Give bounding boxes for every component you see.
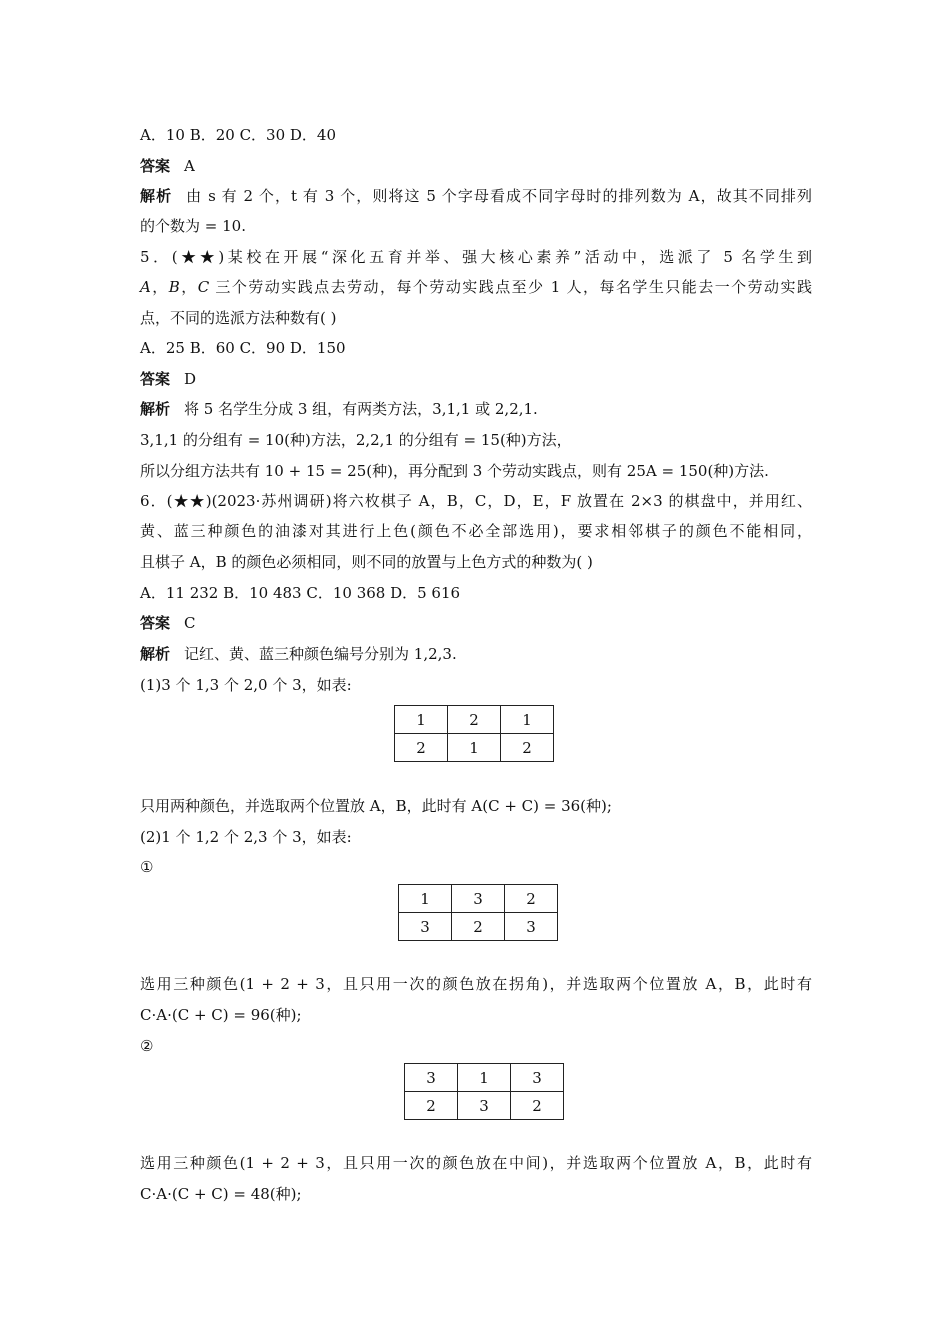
table-cell: 3 bbox=[399, 913, 452, 941]
table-cell: 2 bbox=[501, 734, 554, 762]
subcase-2-text-line-1: 选用三种颜色(1 + 2 + 3，且只用一次的颜色放在中间)，并选取两个位置放 A，B，此时有 bbox=[140, 1154, 812, 1172]
analysis-text: 记红、黄、蓝三种颜色编号分别为 1,2,3. bbox=[184, 645, 457, 663]
table-row bbox=[395, 734, 554, 762]
table-cell: 1 bbox=[395, 706, 448, 734]
q5-analysis-line-1 bbox=[140, 398, 812, 420]
q4-analysis-line-2: 的个数为 = 10. bbox=[140, 217, 246, 235]
q5-stem-line-2 bbox=[140, 276, 812, 298]
subcase-1-text-line-1: 选用三种颜色(1 + 2 + 3，且只用一次的颜色放在拐角)，并选取两个位置放 A，B，此时有 bbox=[140, 975, 812, 993]
case-1-title: (1)3 个 1,3 个 2,0 个 3，如表: bbox=[140, 676, 352, 694]
table-cell: 1 bbox=[501, 706, 554, 734]
q6-stem-line-3: 且棋子 A，B 的颜色必须相同，则不同的放置与上色方式的种数为( ) bbox=[140, 553, 593, 571]
subcase-2-text-line-2: C·A·(C + C) = 48(种); bbox=[140, 1185, 302, 1203]
q5-options: A．25 B．60 C．90 D．150 bbox=[140, 339, 346, 357]
analysis-label: 解析 bbox=[140, 187, 173, 205]
table-cell: 2 bbox=[405, 1092, 458, 1120]
subcase-marker-1: ① bbox=[140, 858, 154, 876]
case-2-title: (2)1 个 1,2 个 2,3 个 3，如表: bbox=[140, 828, 352, 846]
table-cell: 2 bbox=[511, 1092, 564, 1120]
table-cell: 2 bbox=[505, 885, 558, 913]
analysis-text: 将 5 名学生分成 3 组，有两类方法，3,1,1 或 2,2,1. bbox=[184, 400, 538, 418]
subcase-1-text-line-2: C·A·(C + C) = 96(种); bbox=[140, 1006, 302, 1024]
table-row bbox=[399, 885, 558, 913]
color-table-3 bbox=[404, 1063, 564, 1120]
q5-stem-line-3: 点，不同的选派方法种数有( ) bbox=[140, 309, 337, 327]
separator: ， bbox=[179, 278, 198, 296]
q4-answer-line bbox=[140, 155, 812, 177]
table-row bbox=[395, 706, 554, 734]
point-a: A bbox=[140, 278, 151, 296]
q4-analysis-line-1 bbox=[140, 185, 812, 207]
answer-label: 答案 bbox=[140, 370, 171, 388]
answer-value: A bbox=[184, 157, 195, 175]
table-row bbox=[405, 1092, 564, 1120]
q4-options: A．10 B．20 C．30 D．40 bbox=[140, 126, 337, 144]
q6-options: A．11 232 B．10 483 C．10 368 D．5 616 bbox=[140, 584, 461, 602]
table-cell: 3 bbox=[511, 1064, 564, 1092]
stem-text: 三个劳动实践点去劳动，每个劳动实践点至少 1 人，每名学生只能去一个劳动实践 bbox=[209, 278, 812, 296]
color-table-1 bbox=[394, 705, 554, 762]
q5-analysis-line-2: 3,1,1 的分组有 = 10(种)方法，2,2,1 的分组有 = 15(种)方法， bbox=[140, 431, 572, 449]
table-cell: 3 bbox=[405, 1064, 458, 1092]
table-cell: 2 bbox=[452, 913, 505, 941]
case-1-text: 只用两种颜色，并选取两个位置放 A，B，此时有 A(C + C) = 36(种); bbox=[140, 797, 612, 815]
q6-answer-line bbox=[140, 612, 812, 634]
table-cell: 3 bbox=[458, 1092, 511, 1120]
q6-stem-line-2: 黄、蓝三种颜色的油漆对其进行上色(颜色不必全部选用)，要求相邻棋子的颜色不能相同， bbox=[140, 522, 812, 540]
table-cell: 1 bbox=[458, 1064, 511, 1092]
table-row bbox=[405, 1064, 564, 1092]
analysis-text: 由 s 有 2 个，t 有 3 个，则将这 5 个字母看成不同字母时的排列数为 A，故其不同排列 bbox=[186, 187, 812, 205]
q6-analysis-line-1 bbox=[140, 643, 812, 665]
separator: ， bbox=[150, 278, 169, 296]
table-cell: 1 bbox=[399, 885, 452, 913]
answer-label: 答案 bbox=[140, 157, 171, 175]
q6-stem-line-1: 6．(★★)(2023·苏州调研)将六枚棋子 A，B，C，D，E，F 放置在 2×3 的棋盘中，并用红、 bbox=[140, 492, 812, 510]
color-table-2 bbox=[398, 884, 558, 941]
analysis-label: 解析 bbox=[140, 400, 171, 418]
q5-answer-line bbox=[140, 368, 812, 390]
q5-analysis-line-3: 所以分组方法共有 10 + 15 = 25(种)，再分配到 3 个劳动实践点，则有 25A = 150(种)方法. bbox=[140, 462, 769, 480]
table-cell: 3 bbox=[452, 885, 505, 913]
point-b: B bbox=[168, 278, 180, 296]
table-cell: 2 bbox=[395, 734, 448, 762]
table-cell: 2 bbox=[448, 706, 501, 734]
analysis-label: 解析 bbox=[140, 645, 171, 663]
table-cell: 1 bbox=[448, 734, 501, 762]
q5-stem-line-1: 5．(★★)某校在开展“深化五育并举、强大核心素养”活动中，选派了 5 名学生到 bbox=[140, 248, 812, 266]
answer-label: 答案 bbox=[140, 614, 171, 632]
table-cell: 3 bbox=[505, 913, 558, 941]
table-row bbox=[399, 913, 558, 941]
point-c: C bbox=[197, 278, 210, 296]
answer-value: C bbox=[184, 614, 196, 632]
subcase-marker-2: ② bbox=[140, 1037, 154, 1055]
answer-value: D bbox=[184, 370, 197, 388]
